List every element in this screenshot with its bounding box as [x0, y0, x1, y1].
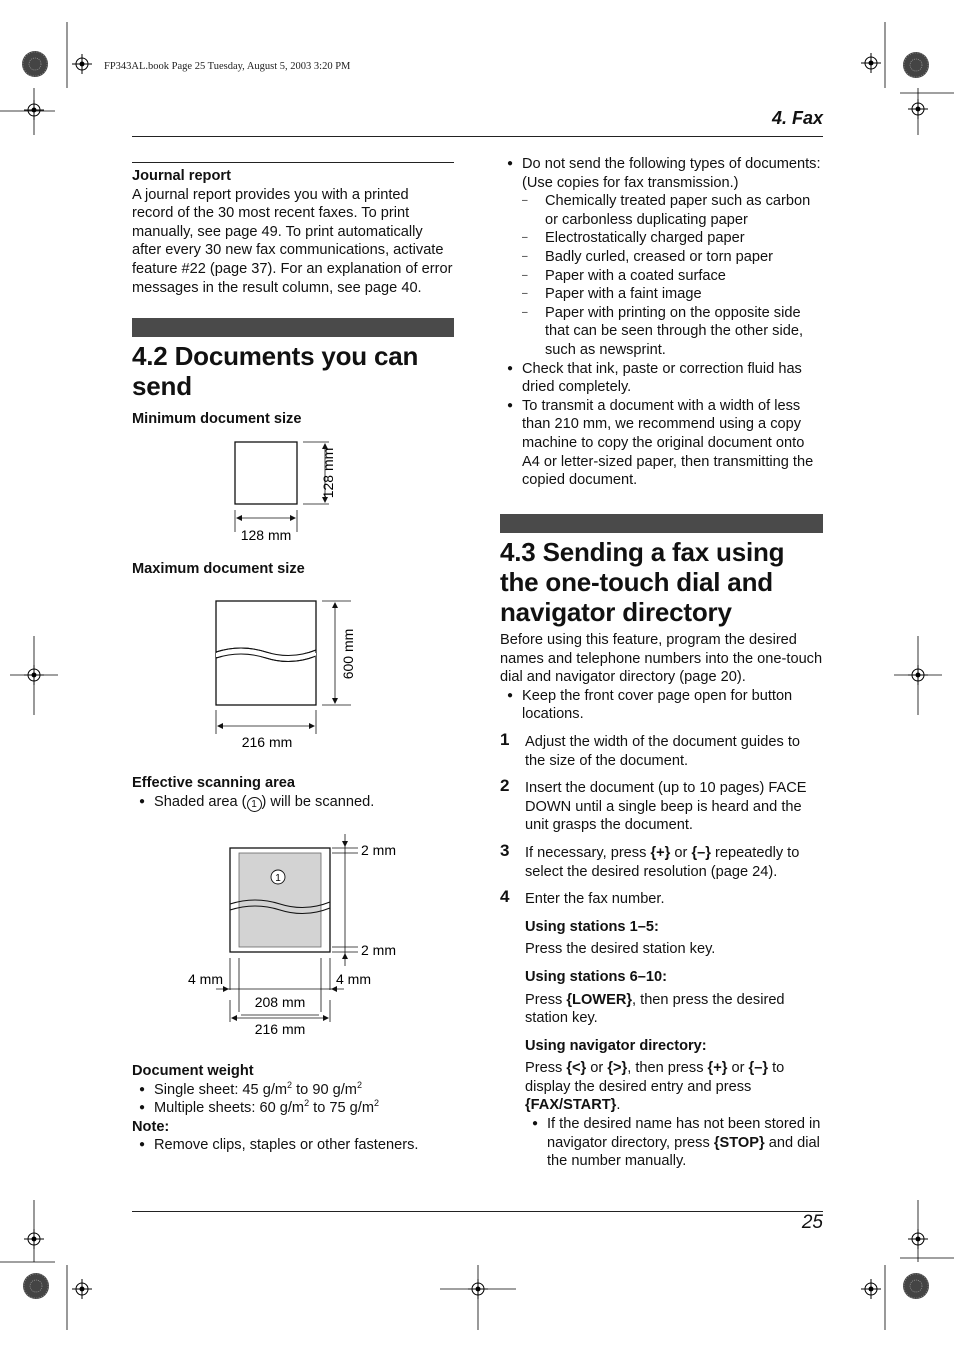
sub-text: Press {LOWER}, then press the desired station key. — [525, 991, 785, 1027]
circled-one-icon: 1 — [247, 797, 262, 812]
min-size-diagram — [225, 436, 355, 548]
step-4: 4 Enter the fax number. Using stations 1–5: Press the desired station key. Using stations 6–10: Press {LOWER}, then press the desired station key. Using navigator directory: Press {<} or {>}, then press {+} or {–} to display the desired entry and press {FAX/START}. ● If the desired name has not been stored in navigator directory, press {STOP} and dial the number manually. — [500, 890, 823, 1171]
page-number: 25 — [801, 1212, 823, 1233]
list-item: ● To transmit a document with a width of less than 210 mm, we recommend using a copy machine to copy the original document onto A4 or letter-sized paper, then transmitting the copied document. — [500, 397, 823, 490]
journal-text: A journal report provides you with a printed record of the 30 most recent faxes. To print manually, see page 49. To print automatically after every 30 new fax communications, activate feature #22 (page 37). For an explanation of error messages in the result column, see page 40. — [132, 186, 453, 296]
step-3: 3 If necessary, press {+} or {–} repeatedly to select the desired resolution (page 24). — [500, 840, 800, 880]
step-2: 2 Insert the document (up to 10 pages) FACE DOWN until a single beep is heard and the unit grasps the document. — [500, 776, 807, 834]
donot-section — [500, 155, 823, 490]
scan-section — [132, 774, 454, 812]
list-item: ● If the desired name has not been stored in navigator directory, press {STOP} and dial the number manually. — [525, 1115, 823, 1171]
donot-items — [522, 192, 823, 359]
max-width-label: 216 mm — [241, 734, 293, 750]
intro-bullets — [500, 687, 823, 724]
list-item: ● Multiple sheets: 60 $g/m^2$ to 75 $g/m^2$ — [132, 1099, 454, 1118]
sub-heading: Using stations 6–10: — [525, 968, 667, 985]
max-size-heading: Maximum document size — [132, 561, 305, 577]
minus-key: {–} — [748, 1060, 769, 1077]
intro-text: Before using this feature, program the desired names and telephone numbers into the one-touch dial and navigator directory (page 20). — [500, 632, 823, 686]
min-size-heading: Minimum document size — [132, 411, 302, 427]
min-height-label: 128 mm — [320, 447, 336, 499]
list-item: ● Do not send the following types of documents: (Use copies for fax transmission.) – Chemically treated paper such as carbon or carbonless duplicating paper – Electrostatically charged paper – Badly curled, creased or torn paper – Paper with a coated surface – Paper with a faint image – Paper with printing on the opposite side that can be seen through the other side, such as newsprint. — [500, 155, 823, 360]
scan-outer-width-label: 216 mm — [254, 1021, 306, 1037]
section-title-4-2: 4.2 Documents you can send — [132, 341, 419, 401]
donot-bullets — [500, 155, 823, 490]
weight-bullets — [132, 1081, 454, 1118]
list-item: – Paper with printing on the opposite side that can be seen through the other side, such as newsprint. — [522, 304, 823, 360]
journal-heading: Journal report — [132, 168, 231, 184]
lower-key: {LOWER} — [566, 991, 633, 1008]
scan-area-mark: 1 — [275, 873, 281, 884]
section-bar-4-2 — [132, 318, 454, 337]
step-1: 1 Adjust the width of the document guides to the size of the document. — [500, 729, 801, 769]
plus-key: {+} — [707, 1060, 728, 1077]
sub-heading: Using navigator directory: — [525, 1037, 707, 1054]
section-bar-4-3 — [500, 514, 823, 533]
minus-key: {–} — [691, 844, 711, 861]
journal-rule — [132, 162, 454, 163]
scan-right-label: 4 mm — [336, 971, 371, 987]
weight-heading: Document weight — [132, 1063, 254, 1079]
left-arrow-key: {<} — [566, 1060, 587, 1077]
chapter-title: 4. Fax — [771, 108, 823, 128]
list-item: – Chemically treated paper such as carbon or carbonless duplicating paper — [522, 192, 823, 229]
sub3-bullets — [525, 1115, 823, 1171]
note-heading: Note: — [132, 1118, 170, 1135]
sub-heading: Using stations 1–5: — [525, 918, 659, 935]
scan-area-diagram — [180, 830, 420, 1042]
plus-key: {+} — [650, 844, 671, 861]
scan-left-label: 4 mm — [188, 971, 223, 987]
scan-inner-width-label: 208 mm — [254, 994, 306, 1010]
list-item: ● Remove clips, staples or other fasteners. — [132, 1136, 454, 1155]
list-item: ● Keep the front cover page open for button locations. — [500, 687, 823, 724]
send-section — [500, 631, 823, 1171]
scan-top-label: 2 mm — [361, 842, 396, 858]
scan-bullets — [132, 793, 454, 812]
fax-start-key: {FAX/START} — [525, 1097, 617, 1114]
sub-text: Press {<} or {>}, then press {+} or {–} to display the desired entry and press {FAX/START}. — [525, 1060, 785, 1114]
list-item: – Paper with a coated surface — [522, 267, 823, 286]
sub-text: Press the desired station key. — [525, 941, 716, 958]
header-rule — [132, 136, 823, 137]
list-item: – Paper with a faint image — [522, 285, 823, 304]
right-arrow-key: {>} — [607, 1060, 628, 1077]
list-item: – Badly curled, creased or torn paper — [522, 248, 823, 267]
section-title-4-3: 4.3 Sending a fax using the one-touch dial and navigator directory — [500, 537, 785, 627]
print-header: FP343AL.book Page 25 Tuesday, August 5, 2003 3:20 PM — [104, 61, 351, 72]
scan-heading: Effective scanning area — [132, 775, 296, 791]
min-width-label: 128 mm — [240, 527, 292, 543]
list-item: ● Check that ink, paste or correction fluid has dried completely. — [500, 360, 823, 397]
note-bullets — [132, 1136, 454, 1155]
steps-list — [500, 729, 823, 1171]
weight-section — [132, 1062, 454, 1155]
list-item: – Electrostatically charged paper — [522, 229, 823, 248]
list-item: ● Shaded area ( 1 ) will be scanned. — [132, 793, 454, 812]
max-height-label: 600 mm — [340, 628, 356, 680]
list-item: ● Single sheet: 45 $g/m^2$ to 90 $g/m^2$ — [132, 1081, 454, 1100]
footer-rule — [132, 1211, 823, 1212]
stop-key: {STOP} — [713, 1134, 765, 1151]
journal-section — [132, 167, 454, 297]
scan-bottom-label: 2 mm — [361, 942, 396, 958]
max-size-diagram — [205, 592, 375, 752]
